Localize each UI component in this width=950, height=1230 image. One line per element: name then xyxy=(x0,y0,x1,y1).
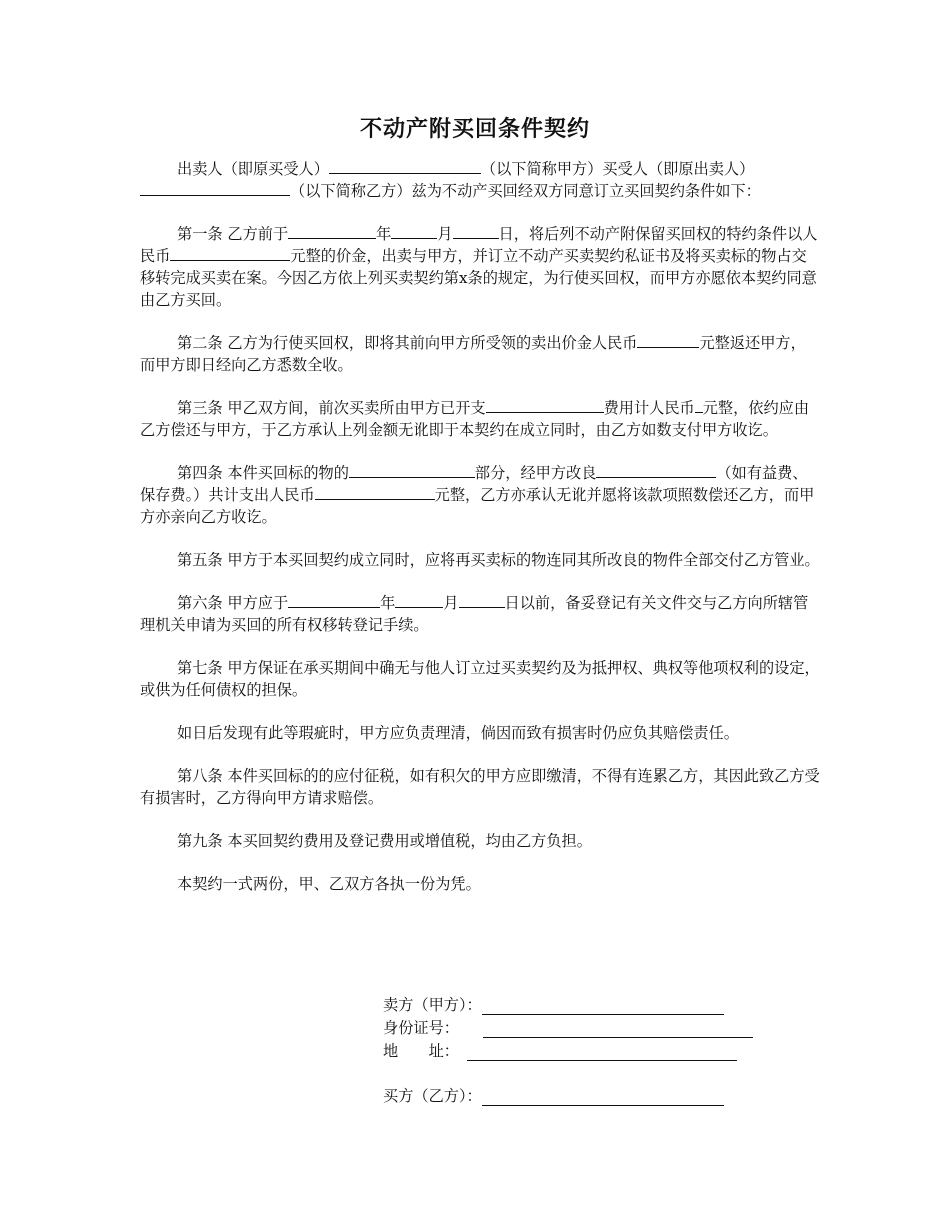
text-span: 第二条 乙方为行使买回权，即将其前向甲方所受领的卖出价金人民币 xyxy=(177,334,638,352)
blank-amount[interactable] xyxy=(695,397,703,413)
blank-amount[interactable] xyxy=(170,245,290,261)
text-span: （以下简称甲方）买受人（即原出卖人） xyxy=(480,160,755,178)
document-body xyxy=(140,158,820,916)
id-label: 身份证号： xyxy=(383,1019,459,1037)
blank-improvement[interactable] xyxy=(596,462,716,478)
article-5: 第五条 甲方于本买回契约成立同时，应将再买卖标的物连同其所改良的物件全部交付乙方管业。 xyxy=(177,551,820,569)
text-span: 部分，经甲方改良 xyxy=(474,464,597,482)
article-7: 第七条 甲方保证在承买期间中确无与他人订立过买卖契约及为抵押权、典权等他项权利的设定，或供为任何债权的担保。 xyxy=(140,659,820,699)
blank-field[interactable] xyxy=(329,158,481,174)
text-span: 出卖人（即原买受人） xyxy=(177,160,329,178)
text-span: 第四条 本件买回标的物的 xyxy=(177,464,349,482)
text-span: 月 xyxy=(443,594,459,612)
article-9: 第九条 本买回契约费用及登记费用或增值税，均由乙方负担。 xyxy=(177,832,592,850)
blank-year[interactable] xyxy=(288,592,380,608)
article-8: 第八条 本件买回标的的应付征税，如有积欠的甲方应即缴清，不得有连累乙方，其因此致乙方受有损害时，乙方得向甲方请求赔偿。 xyxy=(140,767,820,807)
text-span: 年 xyxy=(376,225,392,243)
signature-block xyxy=(383,992,753,1106)
buyer-row xyxy=(383,1083,753,1106)
intro-paragraph xyxy=(140,158,820,202)
text-span: （如有益费、保存费。）共计支出人民币 xyxy=(140,464,808,504)
document-title: 不动产附买回条件契约 xyxy=(359,117,590,142)
article-1 xyxy=(140,223,820,311)
closing-paragraph: 本契约一式两份，甲、乙双方各执一份为凭。 xyxy=(177,875,481,893)
id-number-field[interactable] xyxy=(483,1020,753,1038)
blank-day[interactable] xyxy=(459,592,505,608)
article-7-supplement: 如日后发现有此等瑕疵时，甲方应负责理清，倘因而致有损害时仍应负其赔偿责任。 xyxy=(177,724,739,742)
buyer-signature-field[interactable] xyxy=(482,1088,724,1106)
text-span: 元整的价金，出卖与甲方，并订立不动产买卖契约私证书及将买卖标的物占交移转完成买卖在案。今因乙方依上列买卖契约第x条的规定，为行使买回权，而甲方亦愿依本契约同意由乙方买回。 xyxy=(140,247,817,309)
blank-month[interactable] xyxy=(395,592,443,608)
seller-signature-field[interactable] xyxy=(482,997,724,1015)
text-span: 费用计人民币 xyxy=(603,399,695,417)
blank-amount[interactable] xyxy=(315,484,435,500)
blank-day[interactable] xyxy=(453,223,499,239)
text-span: 元整，依约应由乙方偿还与甲方，于乙方承认上列金额无讹即于本契约在成立同时，由乙方如数支付甲方收讫。 xyxy=(140,399,810,439)
text-span: （以下简称乙方）兹为不动产买回经双方同意订立买回契约条件如下： xyxy=(290,182,761,200)
text-span: 年 xyxy=(380,594,396,612)
article-2 xyxy=(140,332,820,376)
article-6 xyxy=(140,592,820,636)
seller-label: 卖方（甲方）： xyxy=(383,996,482,1014)
blank-year[interactable] xyxy=(288,223,376,239)
text-span: 月 xyxy=(437,225,453,243)
text-span: 日，将后列不动产附保留买回权的特约条件以人民币 xyxy=(140,225,818,265)
article-4 xyxy=(140,462,820,528)
blank-field[interactable] xyxy=(140,180,290,196)
text-span: 元整返还甲方，而甲方即日经向乙方悉数全收。 xyxy=(140,334,806,374)
address-row xyxy=(383,1038,753,1061)
text-span: 第一条 乙方前于 xyxy=(177,225,289,243)
address-field[interactable] xyxy=(467,1043,737,1061)
article-3 xyxy=(140,397,820,441)
text-span: 第三条 甲乙双方间，前次买卖所由甲方已开支 xyxy=(177,399,486,417)
text-span: 第六条 甲方应于 xyxy=(177,594,289,612)
seller-row xyxy=(383,992,753,1015)
text-span: 元整，乙方亦承认无讹并愿将该款项照数偿还乙方，而甲方亦亲向乙方收讫。 xyxy=(140,486,815,526)
blank-month[interactable] xyxy=(391,223,437,239)
address-label: 地 址： xyxy=(383,1042,459,1060)
blank-expense[interactable] xyxy=(486,397,604,413)
signature-spacer xyxy=(383,1061,753,1083)
id-row xyxy=(383,1015,753,1038)
blank-part[interactable] xyxy=(349,462,475,478)
text-span: 日以前，备妥登记有关文件交与乙方向所辖管理机关申请为买回的所有权移转登记手续。 xyxy=(140,594,809,634)
buyer-label: 买方（乙方）： xyxy=(383,1087,482,1105)
blank-amount[interactable] xyxy=(637,332,699,348)
